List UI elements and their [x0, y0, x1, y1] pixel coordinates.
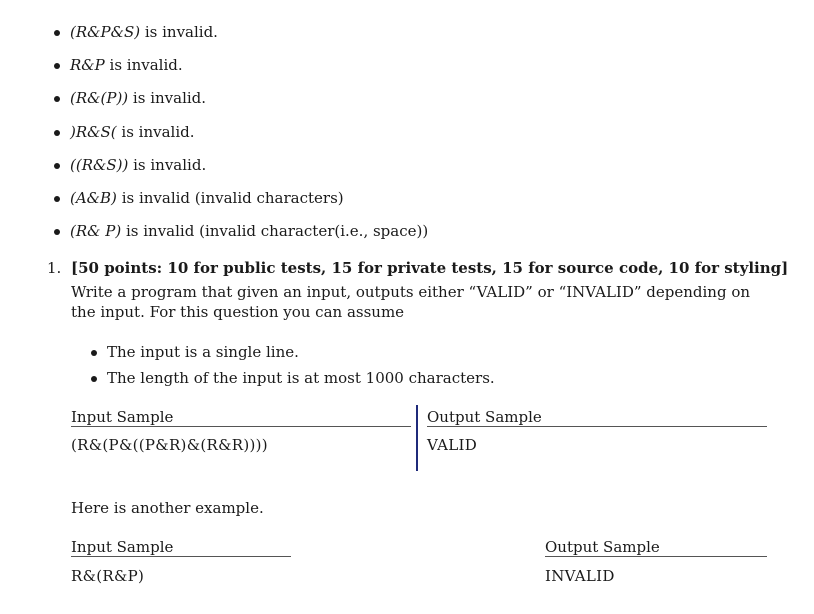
description: is invalid (invalid characters) — [116, 188, 344, 207]
assumption-text: The input is a single line. — [107, 343, 299, 361]
input-sample-label: Input Sample — [71, 408, 174, 426]
problem-section — [47, 256, 789, 322]
list-item — [90, 366, 495, 392]
bullet-icon — [91, 376, 97, 382]
expression: (R&P&S) — [70, 23, 141, 41]
list-item — [90, 340, 495, 366]
problem-header — [47, 256, 789, 280]
description: is invalid. — [140, 23, 218, 41]
output-sample-rule — [545, 556, 767, 557]
assumption-text: The length of the input is at most 1000 characters. — [107, 369, 495, 387]
bullet-icon — [54, 163, 60, 169]
expression: )R&S( — [70, 122, 117, 141]
list-item — [52, 86, 428, 119]
input-sample-rule — [71, 426, 411, 427]
list-item — [52, 20, 428, 53]
description: is invalid (invalid character(i.e., space)) — [121, 222, 429, 241]
list-item — [52, 120, 428, 153]
assumptions-list — [90, 340, 495, 392]
list-item — [52, 53, 428, 86]
input-sample-rule — [71, 556, 291, 557]
expression: ((R&S)) — [70, 155, 129, 174]
bullet-icon — [54, 96, 60, 102]
output-sample-label: Output Sample — [427, 408, 542, 426]
output-sample-value: VALID — [427, 436, 478, 454]
description: is invalid. — [128, 155, 207, 174]
list-item — [52, 186, 428, 219]
invalid-examples-list — [52, 20, 428, 252]
expression: (R& P) — [70, 222, 122, 241]
problem-number: 1. — [47, 259, 62, 277]
bullet-icon — [54, 30, 60, 36]
output-sample-label: Output Sample — [545, 538, 660, 556]
description: is invalid. — [128, 89, 207, 108]
input-sample-value: R&(R&P) — [71, 567, 145, 585]
list-item — [52, 153, 428, 186]
output-sample-value: INVALID — [545, 567, 615, 585]
bullet-icon — [54, 130, 60, 136]
output-sample-rule — [427, 426, 767, 427]
expression: R&P — [70, 56, 105, 75]
description: is invalid. — [104, 56, 183, 75]
column-divider — [416, 405, 418, 471]
bullet-icon — [54, 63, 60, 69]
problem-description: Write a program that given an input, outputs either “VALID” or “INVALID” depending on the input. For this question you can assume — [71, 283, 751, 321]
bullet-icon — [54, 196, 60, 202]
expression: (R&(P)) — [70, 89, 129, 108]
another-example-text: Here is another example. — [71, 499, 264, 517]
bullet-icon — [91, 350, 97, 356]
list-item — [52, 219, 428, 252]
input-sample-label: Input Sample — [71, 538, 174, 556]
input-sample-value: (R&(P&((P&R)&(R&R)))) — [71, 436, 268, 454]
expression: (A&B) — [70, 188, 117, 207]
description: is invalid. — [116, 122, 195, 141]
bullet-icon — [54, 229, 60, 235]
problem-title: [50 points: 10 for public tests, 15 for private tests, 15 for source code, 10 for styling] — [71, 259, 789, 277]
